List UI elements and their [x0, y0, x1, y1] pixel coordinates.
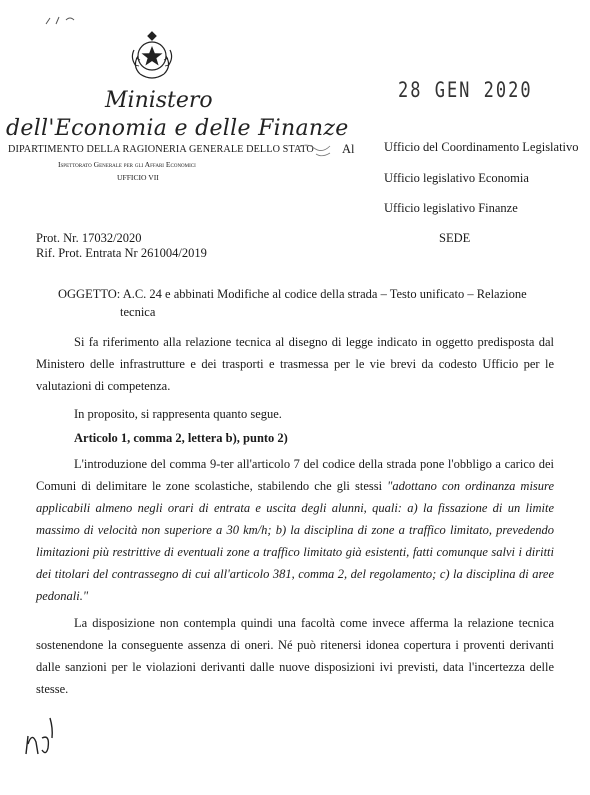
handwritten-scribble-icon: [296, 138, 344, 160]
subject-line-2: tecnica: [120, 305, 156, 319]
protocol-reference: Rif. Prot. Entrata Nr 261004/2019: [36, 246, 207, 260]
section-heading: Articolo 1, comma 2, lettera b), punto 2): [74, 431, 288, 445]
handwritten-initials-icon: [20, 714, 60, 758]
subject: [58, 285, 558, 321]
paragraph-3-quote: "adottano con ordinanza misure applicabili almeno negli orari di entrata e uscita degli alunni, quali: a) la fissazione di un limite massimo di velocità non superiore a 30 km/h; b) la disciplina di zone a traffico limitato, prevedendo limitazioni più restrittive di eventuali zone a traffico limitato già esistenti, fatti comunque salvi i diritti dei titolari del contrassegno di cui all'articolo 381, comma 2, del regolamento; c) la disciplina di aree pedonali.": [36, 479, 554, 603]
paragraph-4: La disposizione non contempla quindi una facoltà come invece afferma la relazione tecnica sostenendone la conseguente assenza di oneri. Né può ritenersi idonea copertura i proventi derivanti dalle sanzioni per le violazioni derivanti dalle nuove disposizioni ivi previsti, data l'incertezza delle stesse.: [36, 616, 554, 696]
addressee-al: Al: [342, 142, 355, 156]
paragraph-2: In proposito, si rappresenta quanto segue.: [74, 407, 282, 421]
recipient-sede: SEDE: [439, 231, 471, 245]
protocol-number: Prot. Nr. 17032/2020: [36, 231, 142, 245]
recipient-1: Ufficio del Coordinamento Legislativo: [384, 140, 579, 154]
office-name: UFFICIO VII: [117, 173, 159, 182]
recipient-2: Ufficio legislativo Economia: [384, 171, 529, 185]
handwritten-mark-icon: [44, 14, 104, 28]
paragraph-3: [36, 453, 554, 607]
ministry-subtitle: dell'Economia e delle Finanze: [6, 116, 349, 141]
recipient-3: Ufficio legislativo Finanze: [384, 201, 518, 215]
ministry-title: Ministero: [105, 88, 213, 113]
department-name: DIPARTIMENTO DELLA RAGIONERIA GENERALE DELLO STATO: [8, 144, 314, 155]
date-stamp: 28 GEN 2020: [398, 78, 533, 103]
subject-line-1: OGGETTO: A.C. 24 e abbinati Modifiche al codice della strada – Testo unificato – Relazione: [58, 287, 527, 301]
italian-republic-emblem-icon: [128, 28, 176, 84]
paragraph-1: Si fa riferimento alla relazione tecnica al disegno di legge indicato in oggetto predisposta dal Ministero delle infrastrutture e dei trasporti e trasmessa per le vie brevi da codesto Ufficio per le valutazioni di competenza.: [36, 335, 554, 393]
paragraph-3-intro: L'introduzione del comma 9-ter all'articolo 7 del codice della strada pone l'obbligo a carico dei Comuni di delimitare le zone scolastiche, stabilendo che gli stessi: [36, 457, 554, 493]
inspectorate-name: Ispettorato Generale per gli Affari Economici: [58, 160, 196, 169]
